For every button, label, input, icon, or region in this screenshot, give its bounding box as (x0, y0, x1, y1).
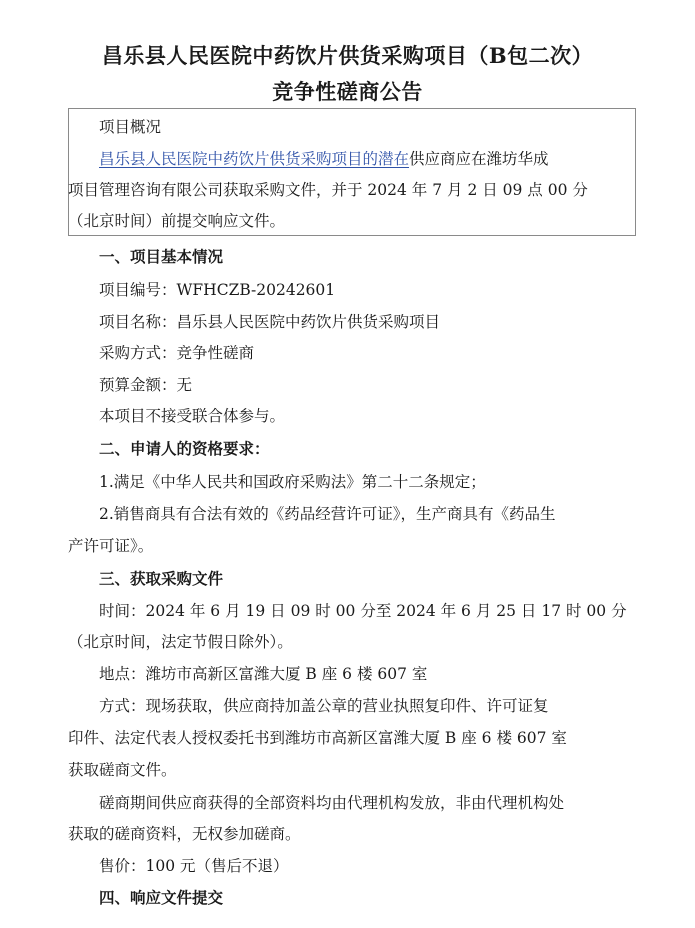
project-number: 项目编号：WFHCZB-20242601 (99, 281, 336, 299)
document-subtitle: 竞争性磋商公告 (272, 79, 423, 104)
section2-heading: 二、申请人的资格要求： (99, 440, 270, 458)
procurement-method: 采购方式：竞争性磋商 (99, 344, 255, 362)
document-title: 昌乐县人民医院中药饮片供货采购项目（B包二次） (101, 43, 594, 68)
requirement-1: 1.满足《中华人民共和国政府采购法》第二十二条规定； (99, 473, 486, 491)
document-price: 售价：100 元（售后不退） (99, 857, 289, 875)
obtain-method-line-1: 方式：现场获取，供应商持加盖公章的营业执照复印件、许可证复 (99, 697, 549, 715)
obtain-time-line-2: （北京时间，法定节假日除外）。 (68, 633, 293, 651)
section3-heading: 三、获取采购文件 (99, 570, 224, 588)
requirement-2-line-2: 产许可证》。 (68, 537, 154, 555)
overview-label: 项目概况 (99, 118, 162, 136)
project-name: 项目名称：昌乐县人民医院中药饮片供货采购项目 (99, 313, 441, 331)
requirement-2-line-1: 2.销售商具有合法有效的《药品经营许可证》，生产商具有《药品生 (99, 505, 556, 523)
section1-heading: 一、项目基本情况 (99, 248, 224, 266)
obtain-time-line-1: 时间：2024 年 6 月 19 日 09 时 00 分至 2024 年 6 月 25 日 17 时 00 分 (99, 602, 627, 620)
budget-amount: 预算金额：无 (99, 376, 193, 394)
overview-line-1-rest: 供应商应在潍坊华成 (409, 150, 549, 168)
overview-line-3: （北京时间）前提交响应文件。 (68, 212, 286, 230)
project-link[interactable]: 昌乐县人民医院中药饮片供货采购项目的潜在 (99, 150, 410, 168)
obtain-place: 地点：潍坊市高新区富潍大厦 B 座 6 楼 607 室 (99, 665, 428, 683)
obtain-method-line-3: 获取磋商文件。 (68, 761, 177, 779)
consortium-note: 本项目不接受联合体参与。 (99, 407, 286, 425)
overview-line-1 (68, 148, 669, 170)
materials-note-line-1: 磋商期间供应商获得的全部资料均由代理机构发放，非由代理机构处 (99, 794, 565, 812)
overview-line-2: 项目管理咨询有限公司获取采购文件，并于 2024 年 7 月 2 日 09 点 00 分 (68, 181, 588, 199)
materials-note-line-2: 获取的磋商资料，无权参加磋商。 (68, 825, 301, 843)
obtain-method-line-2: 印件、法定代表人授权委托书到潍坊市高新区富潍大厦 B 座 6 楼 607 室 (68, 729, 567, 747)
section4-heading: 四、响应文件提交 (99, 889, 224, 907)
